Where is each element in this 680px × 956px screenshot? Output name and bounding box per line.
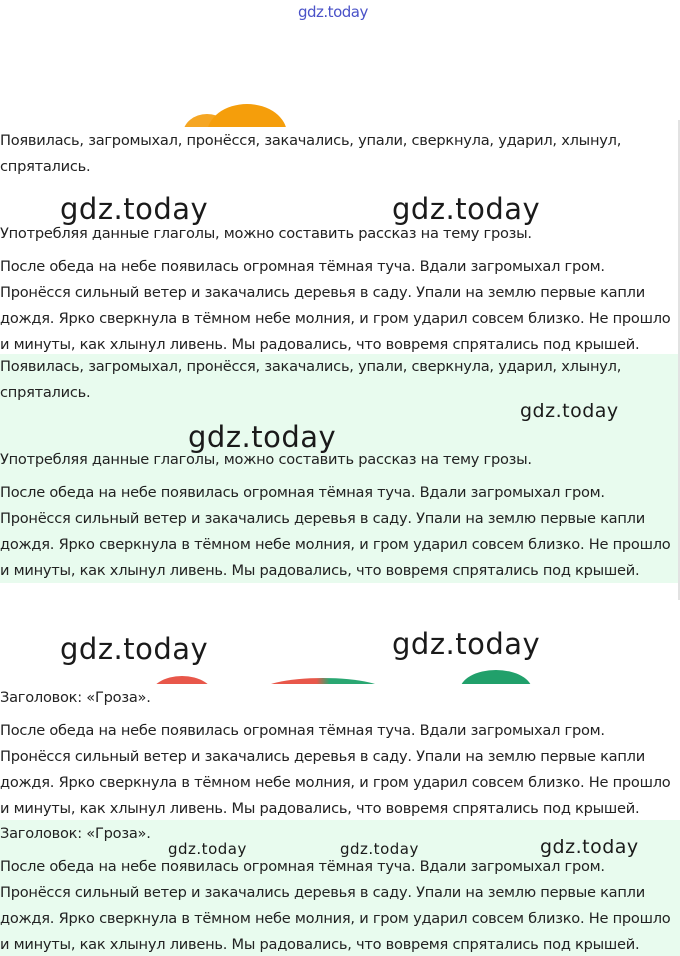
verbs-list-line: Появилась, загромыхал, пронёсся, закачались, упали, сверкнула, ударил, хлынул,	[0, 358, 622, 375]
answer-section-3	[0, 684, 680, 820]
verbs-list-line: спрятались.	[0, 158, 91, 175]
story-line: дождя. Ярко сверкнула в тёмном небе молния, и гром ударил совсем близко. Не прошло	[0, 910, 671, 927]
watermark: gdz.today	[392, 192, 541, 226]
watermark: gdz.today	[60, 632, 209, 666]
story-line: и минуты, как хлынул ливень. Мы радовались, что вовремя спрятались под крышей.	[0, 562, 640, 579]
decorative-blob	[460, 670, 532, 684]
intro-text: Употребляя данные глаголы, можно составить рассказ на тему грозы.	[0, 225, 532, 242]
verbs-list-line: Появилась, загромыхал, пронёсся, закачались, упали, сверкнула, ударил, хлынул,	[0, 132, 622, 149]
story-line: Пронёсся сильный ветер и закачались деревья в саду. Упали на землю первые капли	[0, 284, 645, 301]
watermark: gdz.today	[540, 836, 639, 858]
title-line: Заголовок: «Гроза».	[0, 825, 151, 842]
story-line: дождя. Ярко сверкнула в тёмном небе молния, и гром ударил совсем близко. Не прошло	[0, 774, 671, 791]
watermark: gdz.today	[298, 3, 368, 21]
watermark: gdz.today	[60, 192, 209, 226]
story-line: Пронёсся сильный ветер и закачались деревья в саду. Упали на землю первые капли	[0, 510, 645, 527]
story-line: После обеда на небе появилась огромная тёмная туча. Вдали загромыхал гром.	[0, 858, 605, 875]
story-line: После обеда на небе появилась огромная тёмная туча. Вдали загромыхал гром.	[0, 484, 605, 501]
decorative-blob	[150, 676, 214, 684]
decorative-shape	[150, 668, 540, 684]
verbs-list-line: спрятались.	[0, 384, 91, 401]
story-line: После обеда на небе появилась огромная тёмная туча. Вдали загромыхал гром.	[0, 722, 605, 739]
intro-text: Употребляя данные глаголы, можно составить рассказ на тему грозы.	[0, 451, 532, 468]
story-line: дождя. Ярко сверкнула в тёмном небе молния, и гром ударил совсем близко. Не прошло	[0, 310, 671, 327]
story-line: Пронёсся сильный ветер и закачались деревья в саду. Упали на землю первые капли	[0, 884, 645, 901]
watermark: gdz.today	[340, 840, 419, 858]
story-line: и минуты, как хлынул ливень. Мы радовались, что вовремя спрятались под крышей.	[0, 336, 640, 353]
story-line: и минуты, как хлынул ливень. Мы радовались, что вовремя спрятались под крышей.	[0, 800, 640, 817]
story-line: Пронёсся сильный ветер и закачались деревья в саду. Упали на землю первые капли	[0, 748, 645, 765]
story-line: и минуты, как хлынул ливень. Мы радовались, что вовремя спрятались под крышей.	[0, 936, 640, 953]
watermark: gdz.today	[392, 627, 541, 661]
title-line: Заголовок: «Гроза».	[0, 689, 151, 706]
decorative-blob	[207, 104, 287, 127]
watermark: gdz.today	[188, 420, 337, 454]
decorative-shape	[183, 104, 287, 127]
answer-section-1	[0, 130, 680, 354]
story-line: дождя. Ярко сверкнула в тёмном небе молния, и гром ударил совсем близко. Не прошло	[0, 536, 671, 553]
watermark: gdz.today	[168, 840, 247, 858]
answer-section-2	[0, 354, 680, 583]
watermark: gdz.today	[520, 400, 619, 422]
story-line: После обеда на небе появилась огромная тёмная туча. Вдали загромыхал гром.	[0, 258, 605, 275]
